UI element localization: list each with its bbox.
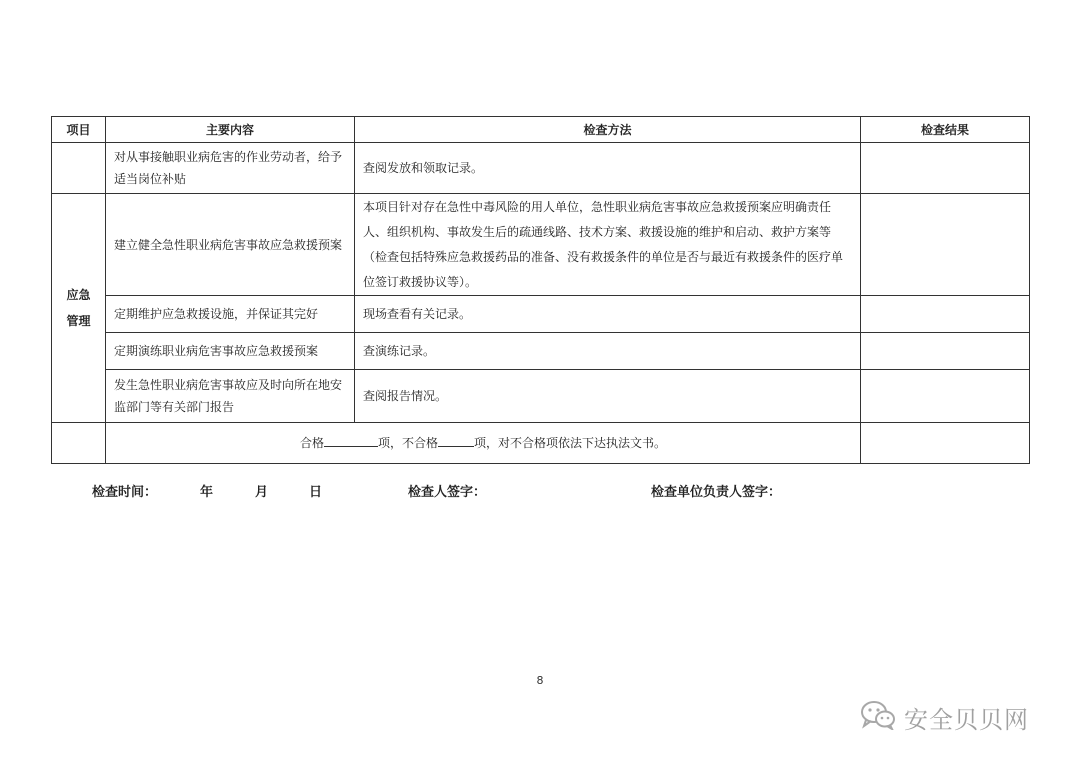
pass-count-blank — [324, 434, 378, 447]
item-label-line2: 管理 — [66, 314, 91, 328]
summary-row — [52, 423, 1030, 464]
item-cell-emergency — [52, 194, 106, 423]
method-cell: 查阅报告情况。 — [355, 370, 861, 423]
result-cell — [861, 143, 1030, 194]
watermark-text: 安全贝贝网 — [904, 705, 1029, 734]
content-cell: 建立健全急性职业病危害事故应急救援预案 — [106, 194, 355, 296]
inspection-time-label: 检查时间： — [92, 485, 158, 500]
inspection-table — [51, 116, 1030, 464]
result-cell — [861, 296, 1030, 333]
inspector-sign-label: 检查人签字： — [408, 485, 487, 500]
table-header-row — [52, 117, 1030, 143]
header-method: 检查方法 — [355, 117, 861, 143]
month-label: 月 — [255, 485, 269, 500]
signature-line — [0, 481, 1080, 503]
content-cell: 定期演练职业病危害事故应急救援预案 — [106, 333, 355, 370]
content-cell: 对从事接触职业病危害的作业劳动者，给予适当岗位补贴 — [106, 143, 355, 194]
summary-cell — [106, 423, 861, 464]
summary-action-text: 项，对不合格项依法下达执法文书。 — [474, 436, 667, 450]
result-cell — [861, 370, 1030, 423]
summary-empty-cell — [52, 423, 106, 464]
result-cell — [861, 194, 1030, 296]
wechat-icon — [860, 700, 896, 734]
result-cell — [861, 333, 1030, 370]
method-cell: 本项目针对存在急性中毒风险的用人单位，急性职业病危害事故应急救援预案应明确责任人、组织机构、事故发生后的疏通线路、技术方案、救援设施的维护和启动、救护方案等（检查包括特殊应急救援药品的准备、没有救援条件的单位是否与最近有救援条件的医疗单位签订救援协议等）。 — [355, 194, 861, 296]
watermark — [860, 700, 1029, 734]
table-row — [52, 333, 1030, 370]
summary-pass-label: 合格 — [299, 436, 324, 450]
table-row — [52, 194, 1030, 296]
item-label-line1: 应急 — [66, 288, 91, 302]
item-cell — [52, 143, 106, 194]
day-label: 日 — [309, 485, 323, 500]
page-number: 8 — [536, 674, 544, 687]
method-cell: 现场查看有关记录。 — [355, 296, 861, 333]
method-cell: 查演练记录。 — [355, 333, 861, 370]
table-row — [52, 370, 1030, 423]
table-row — [52, 296, 1030, 333]
fail-count-blank — [438, 434, 474, 447]
unit-head-sign-label: 检查单位负责人签字： — [651, 485, 782, 500]
method-cell: 查阅发放和领取记录。 — [355, 143, 861, 194]
header-result: 检查结果 — [861, 117, 1030, 143]
year-label: 年 — [200, 485, 214, 500]
content-cell: 发生急性职业病危害事故应及时向所在地安监部门等有关部门报告 — [106, 370, 355, 423]
table-row — [52, 143, 1030, 194]
content-cell: 定期维护应急救援设施，并保证其完好 — [106, 296, 355, 333]
header-content: 主要内容 — [106, 117, 355, 143]
summary-fail-label: 项，不合格 — [377, 436, 438, 450]
header-item: 项目 — [52, 117, 106, 143]
summary-result-cell — [861, 423, 1030, 464]
